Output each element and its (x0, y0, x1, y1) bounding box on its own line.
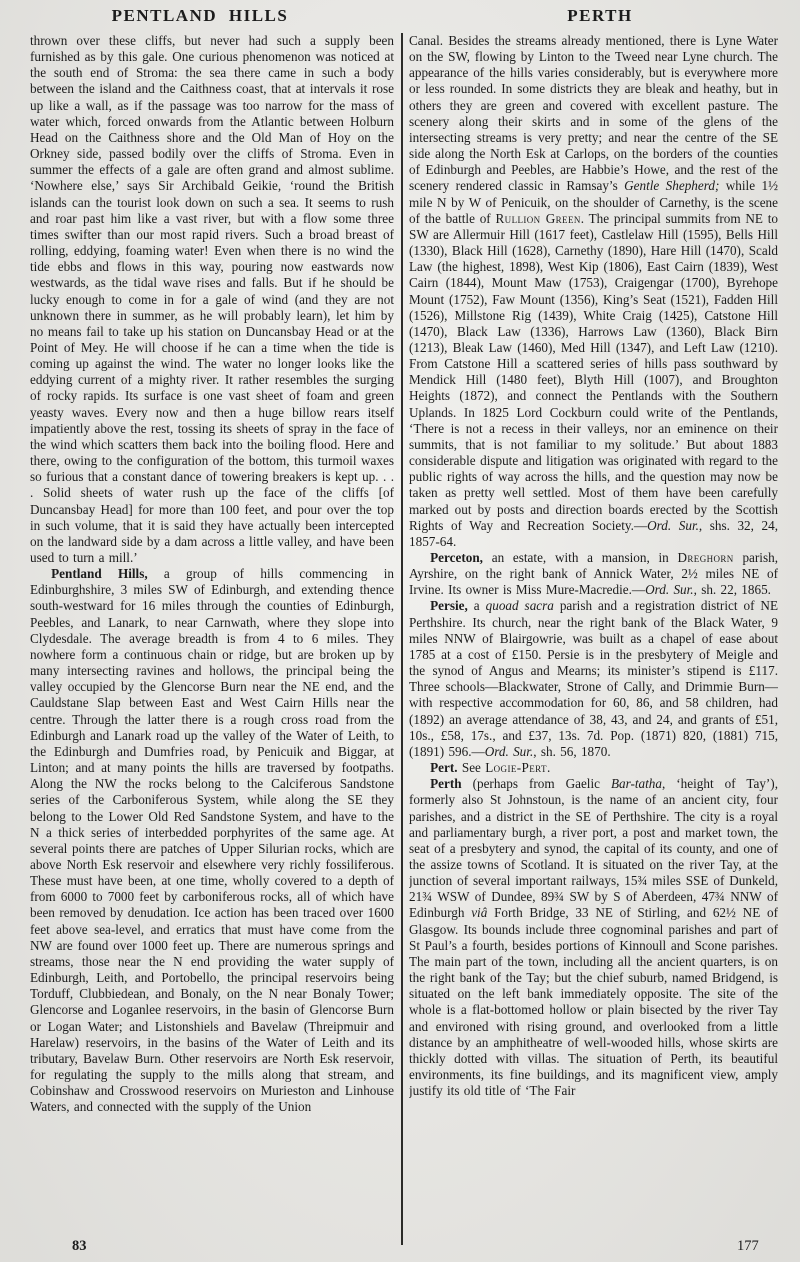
paragraph (409, 598, 778, 760)
text-segment: thrown over these cliffs, but never had such a supply been furnished as by this gale. One curious phenomenon was noticed at the south end of Stroma: the sea there came in such a body between the island and the Caithness coast, that at intervals it rose up like a wall, as if the passage was too narrow for the mass of water which, forced onwards from the Atlantic between Holburn Head on the Caithness shore and the Old Man of Hoy on the Orkney side, passed bodily over the cliffs of Stroma. Even in summer the effects of a gale are often grand and almost sublime. ‘Nowhere else,’ says Sir Archibald Geikie, ‘round the British islands can the tourist look down on such a sea. It seems to rush and roar past him like a vast river, but with a flow some three times swifter than our most rapid rivers. Such a broad breast of rolling, eddying, foaming water! Even when there is no wind the tide ebbs and flows in this way, pouring now eastwards now westwards, as the tidal wave rises and falls. But if he should be lucky enough to come in for a gale of wind (and they are not unknown there in summer, as he will probably learn), let him by no means fail to take up his station on Duncansbay Head or at the Point of Mey. He will choose if he can a time when the tide is coming up against the wind. The water no longer looks like the eddying current of a mighty river. It rather resembles the surging of rocky rapids. Its surface is one vast sheet of foam and green yeasty waves. Every now and then a huge billow rears itself impatiently above the rest, tossing its sheets of spray in the face of the wind which scatters them back into the boiling flood. Here and there, owing to the configuration of the bottom, this turmoil waxes so furious that a constant dance of towering breakers is kept up. . . . Solid sheets of water rush up the face of the cliffs [of Duncansbay Head] for more than 100 feet, and pour over the top in such volume, that it is said they have actually been intercepted on the landward side by a dam across a little valley, and have been used to turn a mill.’ (30, 33, 394, 565)
text-segment: Forth Bridge, 33 NE of Stirling, and 62½ NE of Glasgow. Its bounds include three cognominal parishes and part of St Paul’s a fourth, besides portions of Kinnoull and Scone parishes. The main part of the town, including all the ancient quarters, is on the right bank of the Tay; but the chief suburb, named Bridgend, is situated on the left bank immediately opposite. The site of the whole is a flat-bottomed hollow or plain bisected by the river Tay and environed with rising ground, and overlooked from a little distance by an amphitheatre of well-wooded hills, whose skirts are thickly dotted with villas. The situation of Perth, its beautiful environments, its fine buildings, and its magnificent view, amply justify its old title of ‘The Fair (409, 905, 778, 1099)
paragraph (409, 33, 778, 550)
paragraph (409, 776, 778, 1099)
right-column (409, 33, 778, 1245)
running-head-right: PERTH (567, 6, 633, 25)
text-segment: an estate, with a mansion, in (482, 550, 678, 565)
text-segment: parish and a registration district of NE Perthshire. Its church, near the right bank of the Black Water, 9 miles NNW of Blairgowrie, was built as a chapel of ease about 1785 at a cost of £150. Persie is in the presbytery of Meigle and the synod of Angus and Mearns; its minister’s stipend is £117. Three schools—Blackwater, Strone of Cally, and Drimmie Burn—with respective accommodation for 60, 86, and 58 children, had (1892) an average attendance of 38, 43, and 24, and grants of £51, 10s., £58, 17s., and £37, 13s. 7d. Pop. (1871) 820, (1881) 715, (1891) 596.— (409, 598, 778, 759)
text-segment: a (467, 598, 486, 614)
text-segment: See (457, 760, 486, 776)
text-segment: Persie, (430, 598, 468, 614)
text-segment: , shs. 32, 24, 1857-64. (409, 517, 778, 549)
text-segment: Canal. Besides the streams already mentioned, there is Lyne Water on the SW, flowing by Linton to the Tweed near Lyne church. The appearance of the hills varies considerably, but is everywhere more or less rounded. In some districts they are bleak and heathy, but in others they are green and covered with excellent pasture. The scenery along their skirts and in some of the glens of the intersecting streams is very pretty; and near the centre of the SE side along the North Esk at Carlops, on the borders of the counties of Edinburgh and Peebles, are Habbie’s Howe, and the rest of the scenery rendered classic in Ramsay’s (409, 33, 778, 194)
text-segment: . The principal summits from NE to SW are Allermuir Hill (1617 feet), Castlelaw Hill (1595), Bells Hill (1330), Black Hill (1628), Carnethy (1890), Hare Hill (1470), Scald Law (the highest, 1898), West Kip (1806), East Cairn (1839), West Cairn (1844), Mount Maw (1753), Craigengar (1700), Byrehope Mount (1752), Faw Mount (1356), King’s Seat (1521), Fadden Hill (1526), Millstone Rig (1439), White Craig (1425), Catstone Hill (1470), Black Law (1336), Harrows Law (1360), Black Birn (1213), Bleak Law (1460), Med Hill (1347), and Left Law (1210). From Catstone Hill a scattered series of hills pass southward by Mendick Hill (1480 feet), Blyth Hill (1007), and Broughton Heights (1872), and connect the Pentlands with the Southern Uplands. In 1825 Lord Cockburn could write of the Pentlands, ‘There is not a recess in their valleys, nor an eminence on their summits, that is not familiar to my solitude.’ But about 1883 considerable dispute and litigation was originated with regard to the public rights of way across the hills, and the question may now be taken as pretty well settled. Most of them have been carefully marked out by posts and direction boards erected by the Scottish Rights of Way and Recreation Society.— (409, 210, 778, 533)
text-segment: a group of hills commencing in Edinburghshire, 3 miles SW of Edinburgh, and extending thence south-westward for 16 miles through the counties of Edinburgh, Peebles, and Lanark, to near Carnwath, where they slope into Clydesdale. The average breadth is from 4 to 6 miles. They nowhere form a continuous chain or ridge, but are broken up by many intersecting ravines and hollows, the principal being the valley occupied by the Glencorse Burn near the NE end, and the Cauldstane Slap between East and West Cairn Hills near the centre. Through the latter there is a rough cross road from the Edinburgh and Lanark road up the valley of the Water of Leith, to the Edinburgh and Dumfries road, by Penicuik and Biggar, at Linton; and at many points the hills are traversed by footpaths. Along the NW the rocks belong to the Calciferous Sandstone series of the Carboniferous System, while along the SE they belong to the Lower Old Red Sandstone System, and have to the N a thick series of interbedded porphyrites of the same age. At several points there are patches of Upper Silurian rocks, which are above North Esk reservoir and elsewhere very richly fossiliferous. These must have been, at one time, wholly covered to a depth of from 6000 to 7000 feet by carboniferous rocks, all of which have been removed by denudation. Ice action has been traced over 1600 feet above sea-level, and erratics that must have come from the NW are found over 1000 feet up. There are numerous springs and streams, those near the N end providing the water supply of Edinburgh, Leith, and Portobello, the principal reservoirs being Torduff, Clubbiedean, and Bonaly, on the N near Bonaly Tower; Glencorse and Loganlee reservoirs, in the basin of Glencorse Burn or Logan Water; and Listonshiels and Bavelaw (Threipmuir and Harelaw) reservoirs, in the basins of the Water of Leith and its tributary, Bavelaw Burn. Other reservoirs are North Esk reservoir, for regulating the supply to the mills along that stream, and Cobinshaw and Crosswood reservoirs on Murieston and Linhouse Waters, and connected with the supply of the Union (30, 566, 394, 1115)
text-segment: . (546, 760, 551, 776)
page-number-right: 177 (737, 1238, 759, 1254)
running-heads (0, 6, 800, 26)
text-segment: , sh. 56, 1870. (533, 743, 611, 759)
running-head-left: PENTLAND HILLS (111, 6, 289, 25)
text-segment: Ord. Sur. (645, 582, 694, 598)
text-segment: Ord. Sur. (647, 517, 699, 533)
left-column (30, 33, 394, 1245)
text-segment: parish, Ayrshire, on the right bank of Annick Water, 2½ miles NE of Irvine. Its owner is Miss Mure-Macredie.— (409, 550, 778, 598)
text-segment: Bar-tatha (610, 776, 662, 792)
text-segment: Logie-Pert (485, 760, 547, 776)
paragraph (30, 566, 394, 1115)
text-segment: Rullion Green (495, 210, 581, 226)
text-segment: , ‘height of Tay’), formerly also St Johnstoun, is the name of an ancient city, four parishes, and a district in the SE of Perthshire. The city is a royal and parliamentary burgh, a river port, a post and market town, the seat of a presbytery and synod, the capital of its county, and one of the assize towns of Scotland. It is situated on the river Tay, at the junction of several important railways, 15¾ miles SSE of Dunkeld, 21¾ WSW of Dundee, 89¾ SW by S of Aberdeen, 47¾ NNW of Edinburgh (409, 776, 778, 921)
page-number-left: 83 (72, 1238, 87, 1254)
text-segment: quoad sacra (485, 598, 554, 614)
text-segment: Perth (430, 776, 462, 792)
paragraph (409, 760, 778, 776)
text-segment: Gentle Shepherd; (624, 178, 720, 194)
text-segment: (perhaps from Gaelic (461, 776, 611, 792)
text-segment: Pentland Hills, (51, 566, 148, 582)
text-segment: while 1½ mile N by W of Penicuik, on the shoulder of Carnethy, is the scene of the battle of (409, 178, 778, 226)
column-divider-rule (401, 33, 403, 1245)
text-segment: , sh. 22, 1865. (693, 582, 771, 598)
text-columns (30, 33, 778, 1245)
text-segment: Pert. (430, 760, 458, 776)
text-segment: Ord. Sur. (484, 743, 534, 759)
text-segment: Perceton, (430, 550, 483, 565)
paragraph (30, 33, 394, 566)
text-segment: viâ (471, 905, 488, 921)
paragraph (409, 550, 778, 598)
text-segment: Dreghorn (677, 550, 734, 565)
